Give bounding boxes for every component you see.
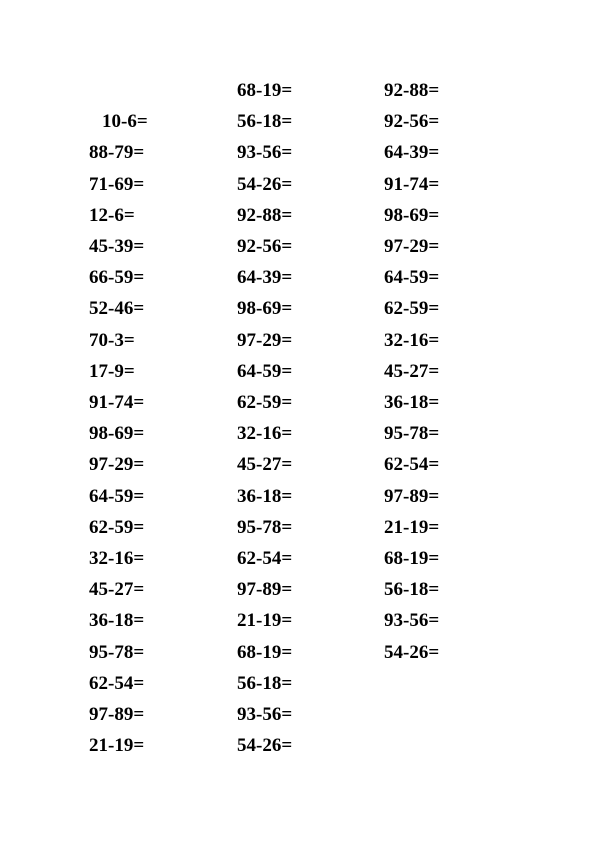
math-problem: 62-59= (237, 392, 293, 413)
math-problem: 93-56= (237, 704, 293, 725)
math-problem: 10-6= (102, 111, 148, 133)
math-problem: 54-26= (384, 641, 440, 663)
math-problem: 64-59= (89, 485, 145, 507)
math-problem: 97-89= (384, 485, 440, 507)
math-problem: 95-78= (384, 423, 440, 445)
math-problem: 93-56= (384, 610, 440, 632)
math-problem: 97-29= (384, 236, 440, 257)
math-problem: 36-18= (237, 485, 293, 507)
math-problem: 32-16= (89, 548, 145, 569)
math-problem: 62-59= (89, 516, 145, 538)
math-problem: 64-59= (237, 360, 293, 382)
math-problem: 92-56= (384, 111, 440, 133)
math-problem: 12-6= (89, 204, 135, 226)
math-problem: 62-54= (89, 672, 145, 694)
math-problem: 68-19= (237, 80, 293, 101)
math-problem: 97-29= (89, 454, 145, 476)
math-problem: 45-27= (384, 360, 440, 382)
math-problem: 32-16= (384, 329, 440, 351)
math-problem: 62-54= (384, 454, 440, 476)
math-problem: 70-3= (89, 329, 135, 351)
math-problem: 91-74= (89, 392, 145, 413)
math-problem: 36-18= (89, 610, 145, 632)
math-problem: 68-19= (384, 548, 440, 569)
math-problem: 56-18= (384, 579, 440, 601)
math-problem: 45-27= (89, 579, 145, 601)
math-problem: 95-78= (237, 516, 293, 538)
math-problem: 88-79= (89, 142, 145, 164)
math-problem: 64-39= (384, 142, 440, 164)
math-problem: 62-54= (237, 548, 293, 569)
math-problem: 98-69= (384, 204, 440, 226)
math-problem: 64-59= (384, 267, 440, 289)
math-problem: 71-69= (89, 173, 145, 195)
math-problem: 64-39= (237, 267, 293, 289)
math-problem: 66-59= (89, 267, 145, 289)
math-problem: 21-19= (237, 610, 293, 632)
math-problem: 97-89= (237, 579, 293, 601)
math-problem: 17-9= (89, 360, 135, 382)
math-problem: 62-59= (384, 298, 440, 320)
math-problem: 98-69= (237, 298, 293, 320)
math-problem: 98-69= (89, 423, 145, 445)
math-problem: 92-88= (237, 204, 293, 226)
math-problem: 36-18= (384, 392, 440, 413)
math-problem: 54-26= (237, 735, 293, 757)
math-problem: 52-46= (89, 298, 145, 320)
math-problem: 54-26= (237, 173, 293, 195)
math-problem: 56-18= (237, 672, 293, 694)
math-problem: 92-88= (384, 80, 440, 101)
math-problem: 97-89= (89, 704, 145, 725)
math-problem: 21-19= (384, 516, 440, 538)
math-problem: 92-56= (237, 236, 293, 257)
math-problem: 45-39= (89, 236, 145, 257)
math-problem: 45-27= (237, 454, 293, 476)
math-problem: 56-18= (237, 111, 293, 133)
math-problem: 93-56= (237, 142, 293, 164)
math-problem: 68-19= (237, 641, 293, 663)
math-problem: 91-74= (384, 173, 440, 195)
math-problem: 21-19= (89, 735, 145, 757)
math-problem: 95-78= (89, 641, 145, 663)
math-problem: 32-16= (237, 423, 293, 445)
math-problem: 97-29= (237, 329, 293, 351)
